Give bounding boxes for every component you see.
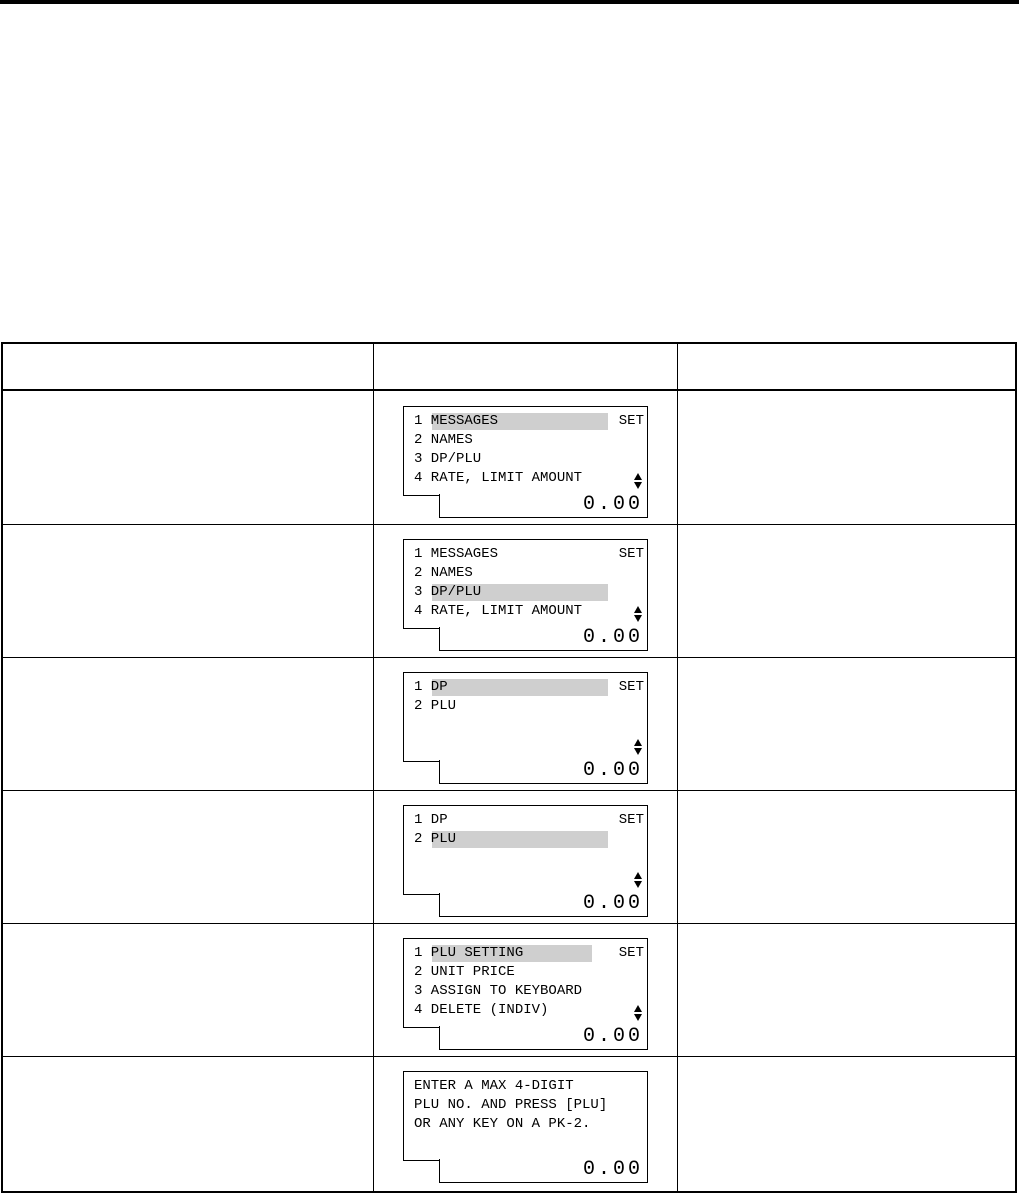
- lcd-display: [403, 1071, 648, 1183]
- lcd-line: 4 DELETE (INDIV): [414, 1002, 549, 1018]
- lcd-line: PLU NO. AND PRESS [PLU]: [414, 1097, 608, 1113]
- set-label: SET: [618, 413, 644, 429]
- set-label: SET: [618, 679, 644, 695]
- selection-highlight: [432, 679, 608, 696]
- lcd-line: 3 ASSIGN TO KEYBOARD: [414, 983, 583, 999]
- up-down-arrow-icon: [634, 473, 642, 489]
- row-divider: [3, 657, 1015, 658]
- lcd-display: [403, 672, 648, 784]
- lcd-line: 3 DP/PLU: [414, 451, 482, 467]
- lcd-screen: [403, 539, 648, 629]
- row-divider: [3, 1056, 1015, 1057]
- amount-value: 0.00: [582, 892, 643, 915]
- up-down-arrow-icon: [634, 1005, 642, 1021]
- lcd-display: [403, 539, 648, 651]
- amount-display: [439, 1159, 648, 1183]
- lcd-line: 1 PLU SETTING: [414, 945, 524, 961]
- amount-display: [439, 893, 648, 917]
- lcd-line: 3 DP/PLU: [414, 584, 482, 600]
- column-divider: [373, 344, 374, 1191]
- table-header-row: [3, 344, 1015, 391]
- lcd-screen: [403, 805, 648, 895]
- lcd-line: 1 MESSAGES: [414, 413, 499, 429]
- lcd-line: 1 DP: [414, 679, 448, 695]
- set-label: SET: [618, 546, 644, 562]
- lcd-line: 1 MESSAGES: [414, 546, 499, 562]
- header-cell-notes: [678, 344, 1017, 389]
- lcd-line: 4 RATE, LIMIT AMOUNT: [414, 470, 583, 486]
- amount-display: [439, 627, 648, 651]
- up-down-arrow-icon: [634, 606, 642, 622]
- lcd-screen: [403, 406, 648, 496]
- lcd-display: [403, 938, 648, 1050]
- lcd-line: OR ANY KEY ON A PK-2.: [414, 1116, 591, 1132]
- set-label: SET: [618, 812, 644, 828]
- lcd-line: 2 PLU: [414, 698, 457, 714]
- top-rule: [0, 0, 1019, 4]
- row-divider: [3, 790, 1015, 791]
- lcd-line: 2 NAMES: [414, 432, 473, 448]
- lcd-line: 4 RATE, LIMIT AMOUNT: [414, 603, 583, 619]
- set-label: SET: [618, 945, 644, 961]
- lcd-screen: [403, 1071, 648, 1161]
- amount-value: 0.00: [582, 626, 643, 649]
- up-down-arrow-icon: [634, 872, 642, 888]
- steps-table: [1, 342, 1017, 1193]
- lcd-line: 2 UNIT PRICE: [414, 964, 515, 980]
- up-down-arrow-icon: [634, 739, 642, 755]
- amount-value: 0.00: [582, 493, 643, 516]
- header-cell-operation: [3, 344, 373, 389]
- lcd-line: 2 PLU: [414, 831, 457, 847]
- amount-value: 0.00: [582, 1158, 643, 1181]
- lcd-display: [403, 805, 648, 917]
- lcd-line: ENTER A MAX 4-DIGIT: [414, 1078, 574, 1094]
- row-divider: [3, 923, 1015, 924]
- row-divider: [3, 524, 1015, 525]
- lcd-screen: [403, 672, 648, 762]
- selection-highlight: [432, 831, 608, 848]
- amount-display: [439, 1026, 648, 1050]
- header-cell-display: [374, 344, 677, 389]
- lcd-display: [403, 406, 648, 518]
- amount-value: 0.00: [582, 759, 643, 782]
- lcd-line: 2 NAMES: [414, 565, 473, 581]
- amount-display: [439, 494, 648, 518]
- lcd-screen: [403, 938, 648, 1028]
- amount-value: 0.00: [582, 1025, 643, 1048]
- lcd-line: 1 DP: [414, 812, 448, 828]
- column-divider: [677, 344, 678, 1191]
- amount-display: [439, 760, 648, 784]
